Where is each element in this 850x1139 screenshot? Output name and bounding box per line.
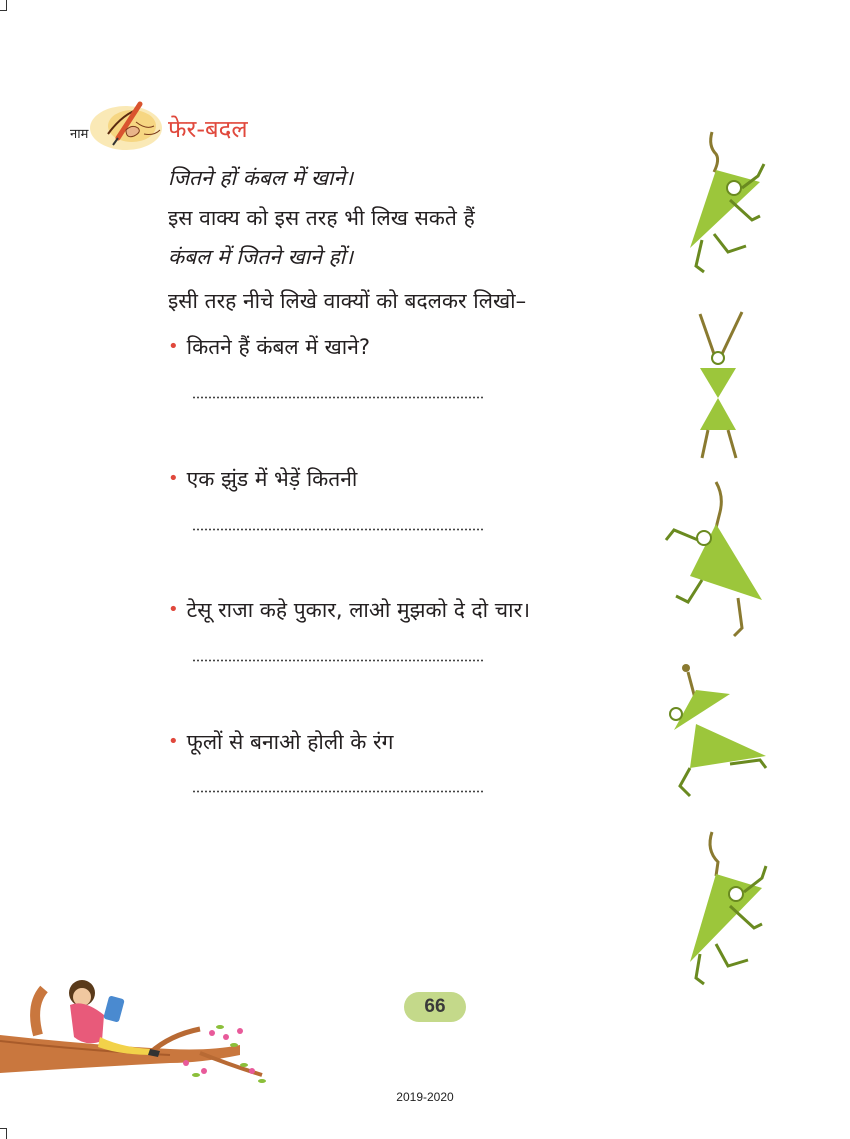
crop-mark-bottom [0, 1128, 7, 1139]
exercise-text: कितने हैं कंबल में खाने? [186, 335, 371, 359]
dancing-figures-column [650, 130, 790, 990]
answer-line[interactable] [192, 528, 484, 531]
bullet-icon: • [168, 731, 179, 752]
dancing-figure-illustration [650, 830, 780, 990]
exercise-item [168, 333, 370, 361]
dancing-figure-illustration [650, 130, 780, 280]
exercise-text: फूलों से बनाओ होली के रंग [186, 730, 394, 754]
dancing-figure-illustration [650, 660, 780, 800]
page-number: 66 [424, 996, 446, 1017]
rewritten-sentence: कंबल में जितने खाने हों। [168, 245, 354, 269]
dancing-figure-illustration [650, 310, 780, 460]
edition-year: 2019-2020 [396, 1090, 454, 1104]
bullet-icon: • [168, 468, 179, 489]
exercise-text: एक झुंड में भेड़ें कितनी [186, 467, 358, 491]
crop-mark-top [0, 0, 7, 11]
instruction-text: इसी तरह नीचे लिखे वाक्यों को बदलकर लिखो– [168, 289, 527, 313]
exercise-item [168, 465, 357, 493]
bullet-icon: • [168, 599, 179, 620]
section-header [66, 96, 466, 156]
answer-line[interactable] [192, 790, 484, 793]
girl-reading-on-branch-illustration [0, 975, 280, 1095]
writing-badge [66, 96, 166, 156]
bullet-icon: • [168, 336, 179, 357]
exercise-item [168, 728, 393, 756]
explanation-text: इस वाक्य को इस तरह भी लिख सकते हैं [168, 206, 475, 230]
exercise-text: टेसू राजा कहे पुकार, लाओ मुझको दे दो चार। [186, 598, 531, 622]
dancing-figure-illustration [650, 480, 780, 640]
section-title: फेर-बदल [168, 115, 248, 143]
page-number-badge [404, 992, 466, 1022]
exercise-item [168, 596, 530, 624]
badge-text: नाम [70, 127, 89, 142]
answer-line[interactable] [192, 659, 484, 662]
example-sentence: जितने हों कंबल में खाने। [168, 166, 354, 190]
answer-line[interactable] [192, 396, 484, 399]
